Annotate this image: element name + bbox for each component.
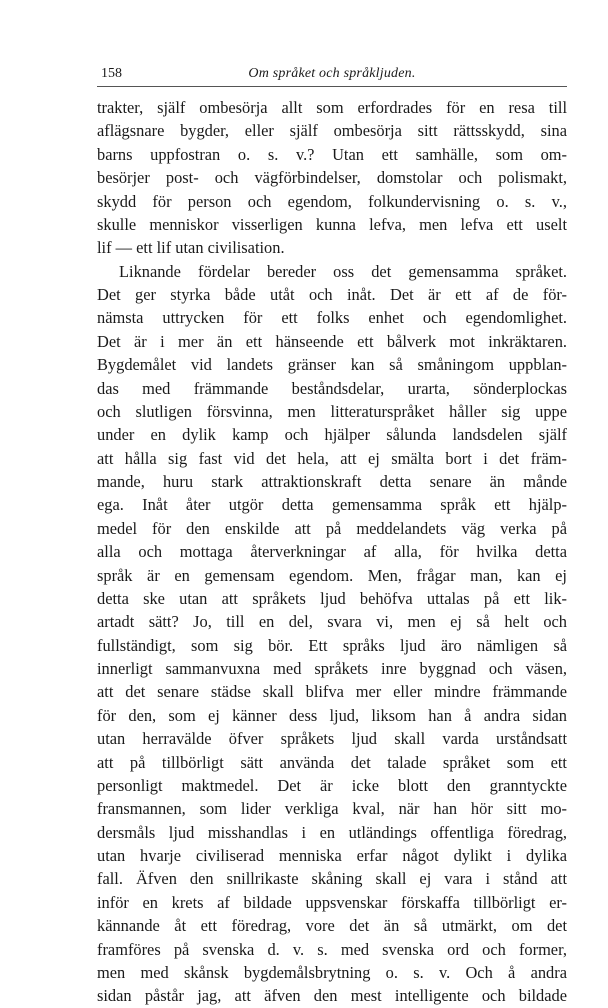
text-line: framföres på svenska d. v. s. med svenska ord och former, (97, 939, 567, 959)
text-line: medel för den enskilde att på meddelandets väg verka på (97, 518, 567, 538)
text-line: utan hvarje civiliserad menniska erfar något dylikt i dylika (97, 846, 567, 865)
text-line: skydd för person och egendom, folkundervisning o. s. v., (97, 191, 567, 211)
text-line: fullständigt, som sig bör. Ett språks ljud äro nämligen så (97, 635, 567, 655)
text-line: innerligt sammanvuxna med språkets inre byggnad och väsen, (97, 659, 567, 678)
text-line: artadt sätt? Jo, till en del, svara vi, men ej så helt och (97, 612, 567, 632)
text-line: mande, huru stark attraktionskraft detta senare än månde (97, 472, 567, 491)
text-line: Det ger styrka både utåt och inåt. Det är ett af de för- (97, 285, 567, 304)
paragraph-start-line: Liknande fördelar bereder oss det gemensamma språket. (119, 261, 567, 281)
text-line: utan herravälde öfver språkets ljud skall varda urståndsatt (97, 729, 567, 749)
text-line: das med främmande beståndsdelar, urarta, sönderplockas (97, 378, 567, 398)
text-line: inför en krets af bildade uppsvenskar förskaffa tillbörligt er- (97, 892, 567, 912)
text-line: besörjer post- och vägförbindelser, domstolar och polismakt, (97, 168, 567, 188)
text-line: men med skånsk bygdemålsbrytning o. s. v. Och å andra (97, 962, 567, 982)
text-line: sidan påstår jag, att äfven den mest intelligente och bildade (97, 986, 567, 1006)
text-line: Bygdemålet vid landets gränser kan så småningom uppblan- (97, 355, 567, 375)
text-line: lif — ett lif utan civilisation. (97, 238, 285, 258)
text-line: dersmåls ljud misshandlas i en utländings offentliga föredrag, (97, 822, 567, 842)
text-line: detta ske utan att språkets ljud behöfva uttalas på ett lik- (97, 588, 567, 608)
text-line: kännande åt ett föredrag, vore det än så utmärkt, om det (97, 916, 567, 936)
text-line: skulle menniskor visserligen kunna lefva, men lefva ett uselt (97, 214, 567, 234)
text-line: trakter, själf ombesörja allt som erfordrades för en resa till (97, 98, 567, 117)
text-line: alla och mottaga återverkningar af alla, för hvilka detta (97, 542, 567, 562)
text-line: att det senare städse skall blifva mer eller mindre främmande (97, 682, 567, 702)
text-line: barns uppfostran o. s. v.? Utan ett samhälle, som om- (97, 144, 567, 164)
running-header (97, 66, 567, 87)
text-line: att på tillbörligt sätt använda det talade språket som ett (97, 752, 567, 772)
text-line: personligt maktmedel. Det är icke blott den granntyckte (97, 775, 567, 795)
page-number: 158 (101, 66, 122, 81)
text-line: fransmannen, som lider verkliga kval, när han hör sitt mo- (97, 799, 567, 819)
text-line: aflägsnare bygder, eller själf ombesörja sitt rättsskydd, sina (97, 121, 567, 141)
running-title: Om språket och språkljuden. (248, 66, 416, 81)
text-line: för den, som ej känner dess ljud, liksom han å andra sidan (97, 705, 567, 725)
text-line: Det är i mer än ett hänseende ett bålverk mot inkräktaren. (97, 331, 567, 351)
body-text (97, 96, 567, 1008)
text-line: språk är en gemensam egendom. Men, frågar man, kan ej (97, 565, 567, 585)
text-line: ega. Inåt åter utgör detta gemensamma språk ett hjälp- (97, 495, 567, 515)
text-line: och slutligen försvinna, men litteraturspråket håller sig uppe (97, 401, 567, 421)
text-line: nämsta uttrycken för ett folks enhet och egendomlighet. (97, 308, 567, 328)
text-line: under en dylik kamp och hjälper sålunda landsdelen själf (97, 425, 567, 445)
text-line: att hålla sig fast vid det hela, att ej smälta bort i det främ- (97, 448, 567, 468)
text-line: fall. Äfven den snillrikaste skåning skall ej vara i stånd att (97, 869, 567, 889)
